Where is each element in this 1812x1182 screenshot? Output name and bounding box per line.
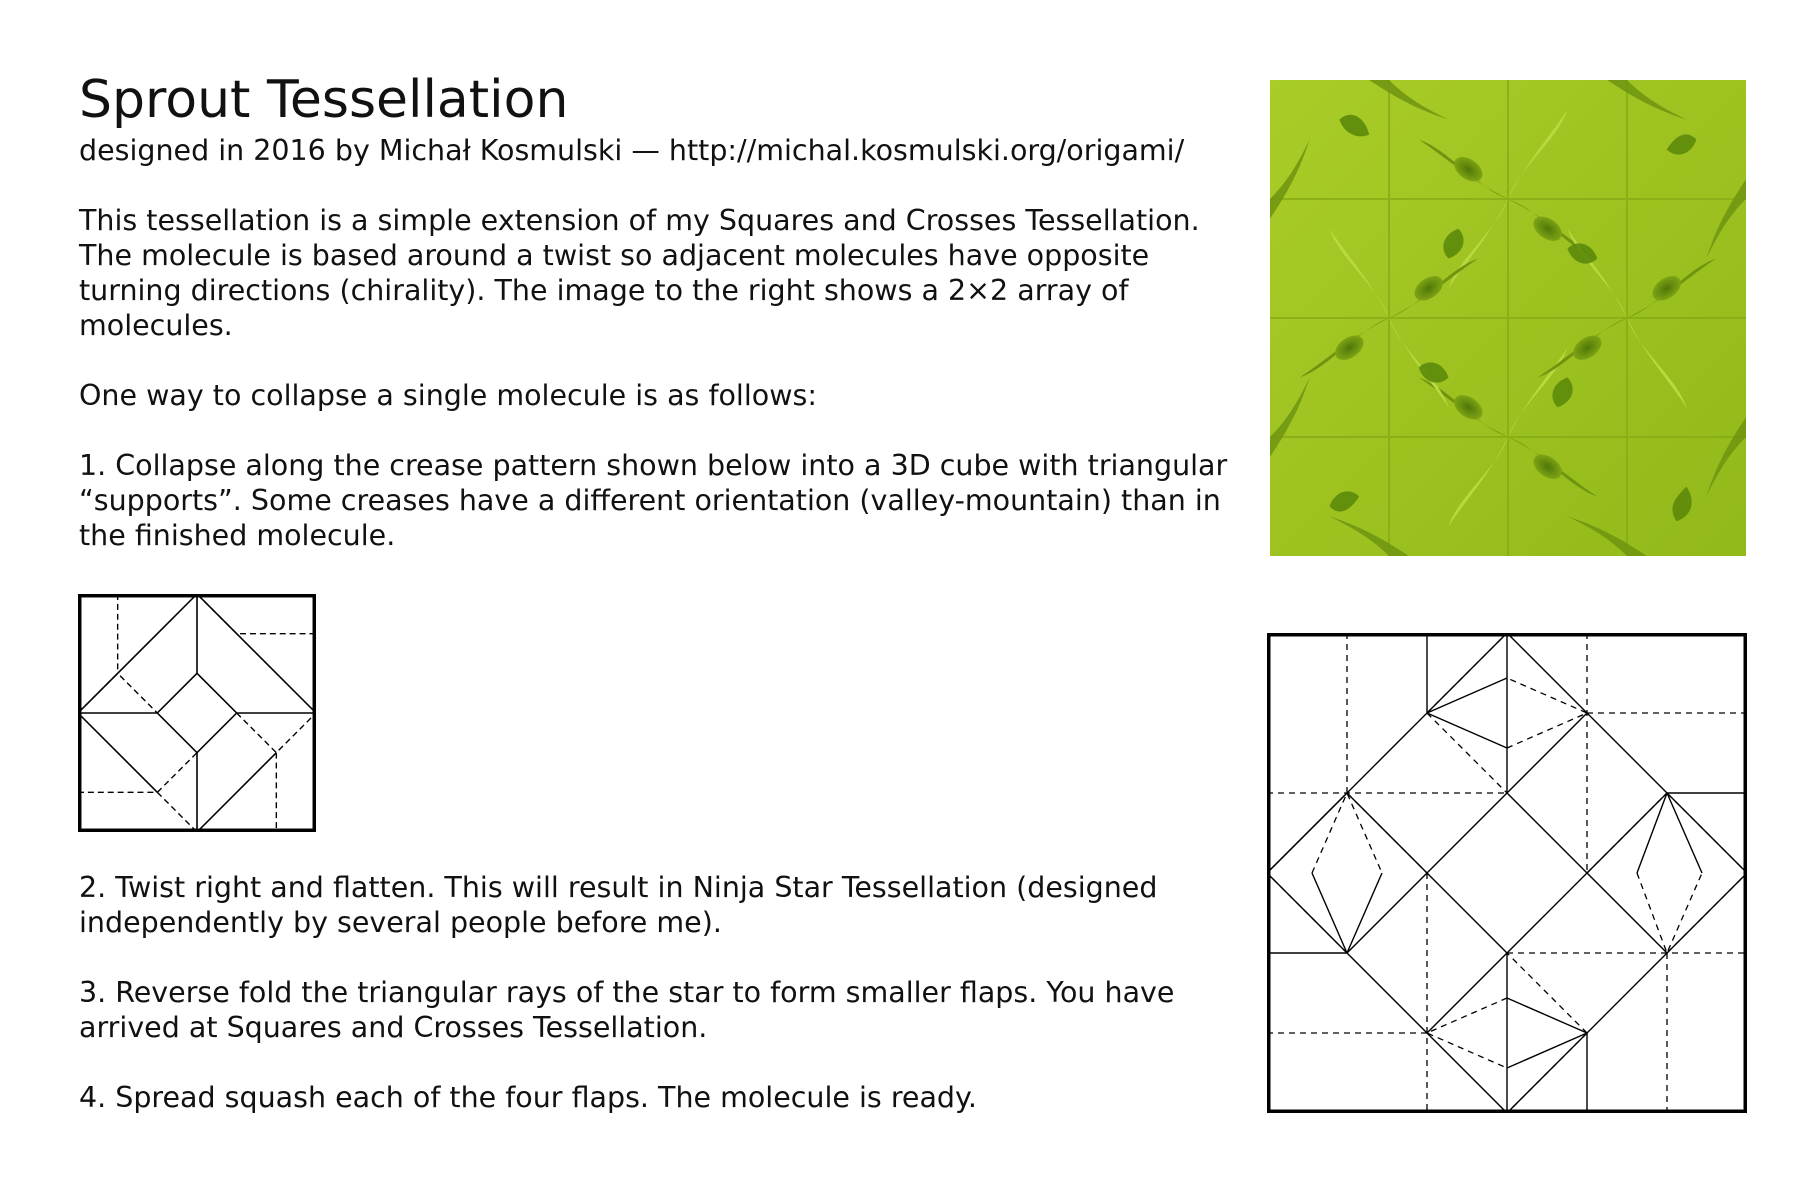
step-1: 1. Collapse along the crease pattern shown below into a 3D cube with triangular “supports”. Some creases have a different orientation (valley-mountain) than in the finished molecule. <box>79 449 1228 552</box>
subtitle: designed in 2016 by Michał Kosmulski — http://michal.kosmulski.org/origami/ <box>79 134 1185 167</box>
folded-tessellation-photo <box>1270 80 1746 556</box>
page-title: Sprout Tessellation <box>79 70 569 130</box>
small-crease-pattern <box>78 594 316 832</box>
collapse-intro: One way to collapse a single molecule is as follows: <box>79 379 817 412</box>
step-2: 2. Twist right and flatten. This will result in Ninja Star Tessellation (designed independently by several people before me). <box>79 871 1158 939</box>
large-crease-pattern <box>1267 633 1747 1113</box>
step-3: 3. Reverse fold the triangular rays of the star to form smaller flaps. You have arrived at Squares and Crosses Tessellation. <box>79 976 1175 1044</box>
step-4: 4. Spread squash each of the four flaps. The molecule is ready. <box>79 1081 977 1114</box>
intro-paragraph: This tessellation is a simple extension of my Squares and Crosses Tessellation. The molecule is based around a twist so adjacent molecules have opposite turning directions (chirality). The image to the right shows a 2×2 array of molecules. <box>79 204 1200 342</box>
